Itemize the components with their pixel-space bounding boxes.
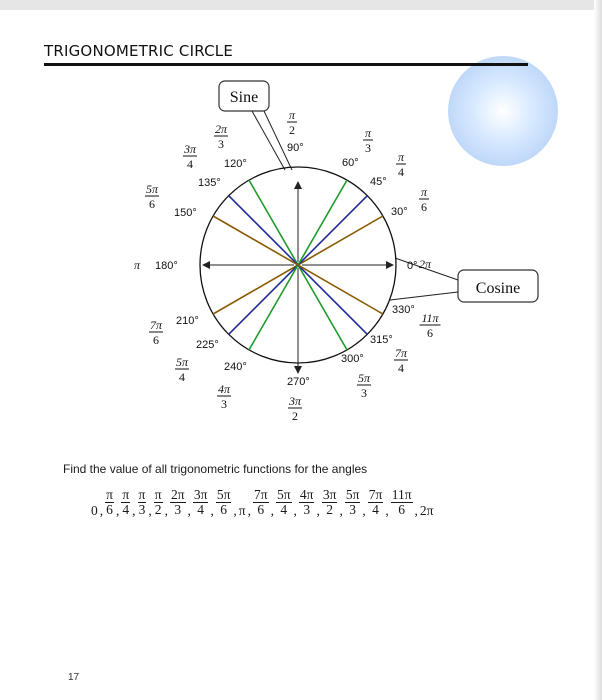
angle-separator: , [270, 502, 274, 518]
radian-numerator-240: 4π [217, 382, 231, 396]
angle-value: π [238, 502, 246, 518]
radian-denominator-60: 3 [365, 141, 371, 155]
angle-separator: , [339, 502, 343, 518]
angle-fraction [216, 488, 232, 517]
degree-label-315: 315° [370, 334, 393, 346]
radian-denominator-315: 4 [398, 361, 404, 375]
radian-numerator-300: 5π [357, 371, 371, 385]
angle-denominator: 4 [122, 502, 130, 518]
angle-separator: , [132, 502, 136, 518]
radian-numerator-45: π [397, 150, 405, 164]
angle-denominator: 2 [326, 502, 334, 518]
angle-denominator: 3 [349, 502, 356, 518]
degree-label-135: 135° [198, 177, 221, 189]
radian-denominator-225: 4 [179, 370, 185, 384]
radian-numerator-225: 5π [175, 355, 189, 369]
degree-label-180: 180° [155, 260, 178, 272]
degree-label-300: 300° [341, 353, 364, 365]
angle-numerator: 5π [345, 487, 360, 502]
radian-denominator-210: 6 [153, 333, 159, 347]
radian-denominator-90: 2 [289, 123, 295, 137]
radian-denominator-300: 3 [361, 386, 367, 400]
angle-fraction [322, 488, 338, 517]
angle-fraction [105, 488, 114, 517]
radian-denominator-270: 2 [292, 409, 298, 423]
angle-fraction [345, 488, 361, 517]
degree-label-60: 60° [342, 157, 359, 169]
angle-denominator: 3 [174, 502, 182, 518]
angle-numerator: 7π [254, 487, 268, 502]
angle-numerator: π [122, 487, 130, 502]
angle-fraction [276, 488, 292, 517]
angle-separator: , [247, 502, 251, 518]
question-text: Find the value of all trigonometric functions for the angles [63, 462, 368, 476]
angle-fraction [154, 488, 163, 517]
angle-fraction [193, 488, 209, 517]
degree-label-150: 150° [174, 207, 197, 219]
angle-value: 2π [419, 502, 434, 518]
radian-numerator-135: 3π [183, 142, 197, 156]
angle-numerator: π [138, 487, 146, 502]
angle-separator: , [164, 502, 168, 518]
angle-denominator: 4 [372, 502, 379, 518]
angle-denominator: 2 [154, 502, 162, 518]
angle-numerator: 3π [193, 487, 208, 502]
angle-separator: , [233, 502, 237, 518]
angle-separator: , [115, 502, 120, 518]
angle-fraction [299, 488, 315, 517]
degree-label-30: 30° [391, 206, 408, 218]
radian-label-0: 2π [418, 257, 432, 271]
angle-denominator: 6 [257, 502, 265, 518]
radian-numerator-270: 3π [288, 394, 302, 408]
angle-numerator: 4π [299, 487, 314, 502]
angle-separator: , [385, 502, 389, 518]
radian-numerator-120: 2π [214, 122, 228, 136]
angle-denominator: 3 [303, 502, 311, 518]
angle-separator: , [210, 502, 214, 518]
angle-denominator: 6 [106, 502, 113, 518]
radian-denominator-330: 6 [427, 326, 433, 340]
angle-value: 0 [91, 502, 98, 518]
angle-fraction [170, 488, 186, 517]
angle-numerator: π [106, 487, 113, 502]
angle-denominator: 3 [138, 502, 146, 518]
angle-fraction [368, 488, 384, 517]
angle-separator: , [316, 502, 320, 518]
angle-numerator: 7π [368, 487, 383, 502]
radian-numerator-60: π [364, 126, 372, 140]
angle-denominator: 4 [280, 502, 288, 518]
angle-numerator: 2π [170, 487, 185, 502]
radian-denominator-120: 3 [218, 137, 224, 151]
angle-fraction [391, 488, 413, 517]
angle-fraction [138, 488, 147, 517]
degree-label-45: 45° [370, 176, 387, 188]
degree-label-210: 210° [176, 315, 199, 327]
angle-list [90, 488, 435, 517]
degree-label-330: 330° [392, 304, 415, 316]
degree-label-120: 120° [224, 158, 247, 170]
angle-fraction [253, 488, 269, 517]
cosine-pointer-line [390, 292, 458, 300]
angle-numerator: 11π [391, 487, 412, 502]
radian-denominator-45: 4 [398, 165, 404, 179]
angle-separator: , [187, 502, 191, 518]
angle-numerator: 5π [216, 487, 231, 502]
degree-label-240: 240° [224, 361, 247, 373]
degree-label-270: 270° [287, 376, 310, 388]
page-title: TRIGONOMETRIC CIRCLE [44, 42, 234, 60]
degree-label-90: 90° [287, 142, 304, 154]
radian-denominator-150: 6 [149, 197, 155, 211]
radian-numerator-150: 5π [145, 182, 159, 196]
radian-numerator-90: π [288, 108, 296, 122]
radian-denominator-240: 3 [221, 397, 227, 411]
angle-separator: , [99, 502, 104, 518]
sine-callout-label: Sine [229, 89, 259, 106]
angle-separator: , [414, 502, 418, 518]
cosine-callout-label: Cosine [475, 280, 521, 297]
degree-label-225: 225° [196, 339, 219, 351]
angle-denominator: 4 [197, 502, 205, 518]
radian-denominator-30: 6 [421, 200, 427, 214]
angle-separator: , [293, 502, 297, 518]
radian-numerator-315: 7π [394, 346, 408, 360]
degree-label-0: 0° [407, 260, 418, 272]
page-number: 17 [68, 672, 80, 683]
radian-label-180: π [133, 258, 141, 272]
angle-fraction [121, 488, 130, 517]
radian-numerator-330: 11π [421, 311, 439, 325]
radian-denominator-135: 4 [187, 157, 193, 171]
angle-numerator: π [154, 487, 162, 502]
angle-denominator: 6 [398, 502, 405, 518]
angle-separator: , [362, 502, 366, 518]
radian-numerator-210: 7π [149, 318, 163, 332]
angle-denominator: 6 [220, 502, 227, 518]
angle-numerator: 3π [322, 487, 337, 502]
angle-separator: , [148, 502, 152, 518]
radian-numerator-30: π [420, 185, 428, 199]
angle-numerator: 5π [276, 487, 291, 502]
